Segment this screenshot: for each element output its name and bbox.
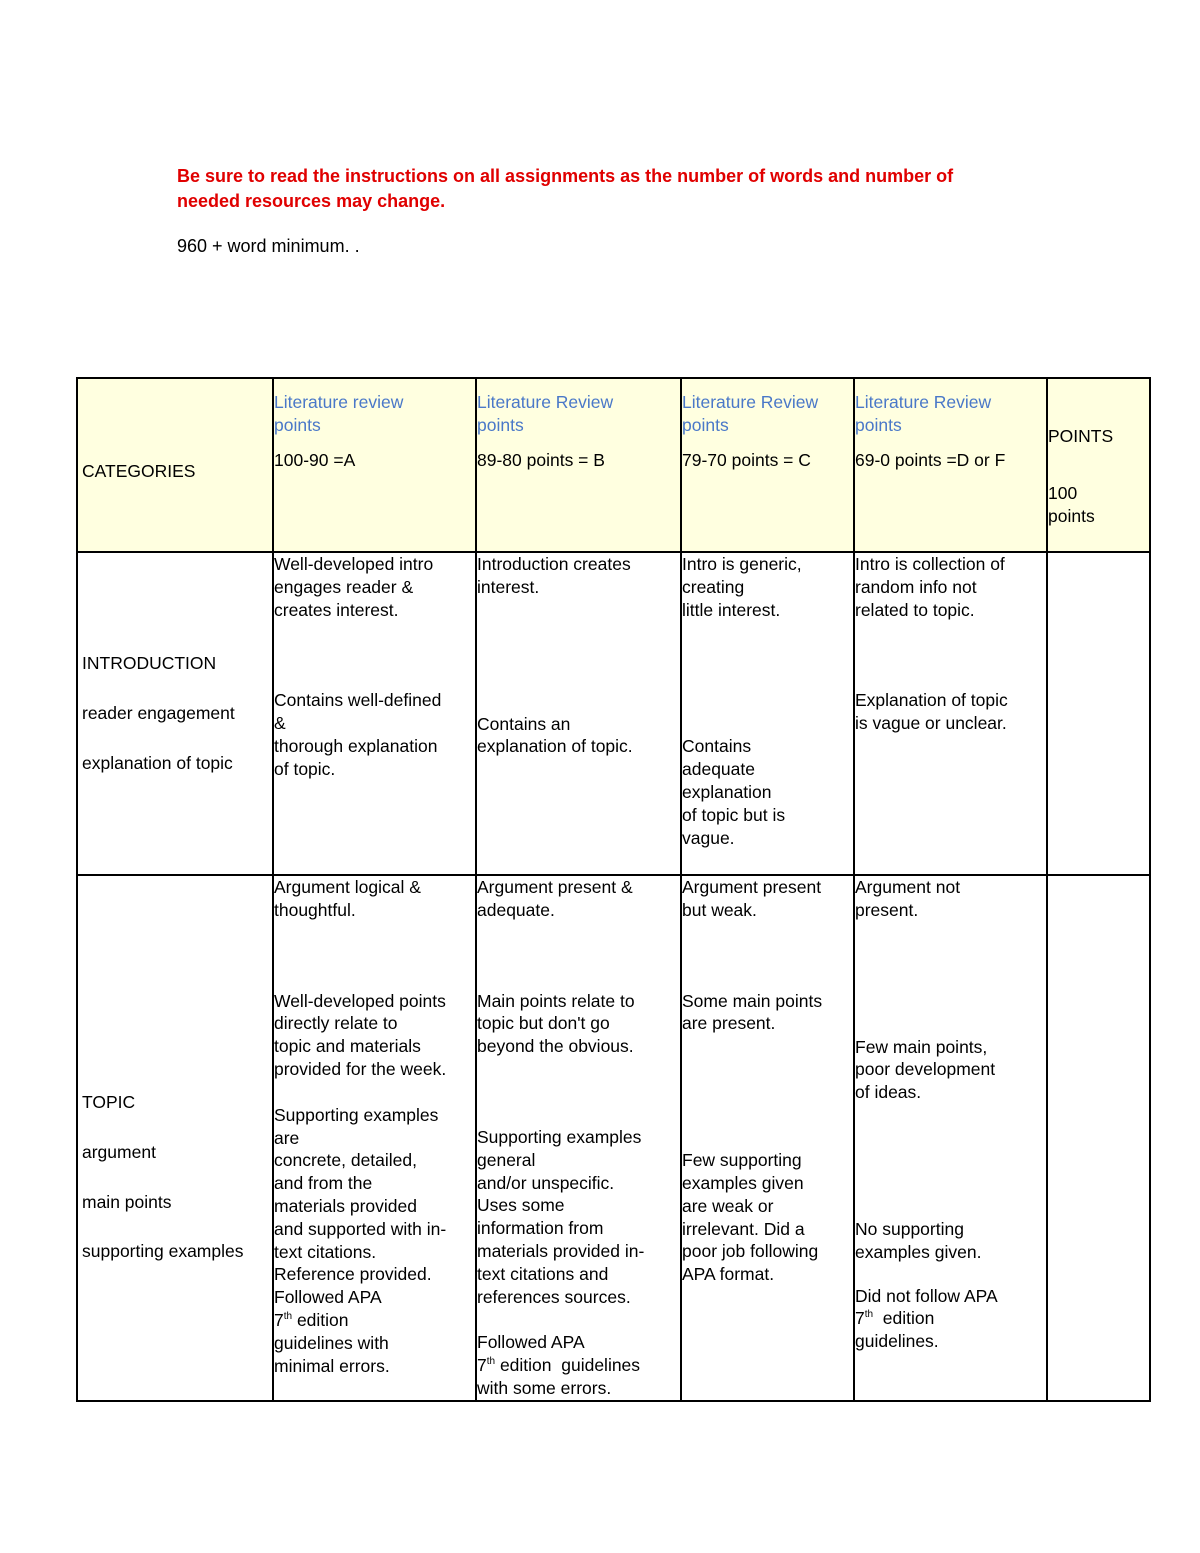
header-col-a-range: 100-90 =A [274,449,356,470]
intro-a-line: of topic. [274,758,336,779]
topic-a-line: Argument logical & [274,877,421,897]
intro-grade-b [476,552,681,875]
intro-a-line: & [274,713,286,734]
intro-grade-c [681,552,854,875]
intro-c-line: vague. [682,827,735,848]
topic-b-line: adequate. [477,899,555,920]
topic-c-line: but weak. [682,899,757,920]
header-col-d-sub: points [855,414,902,435]
intro-a-line: engages reader & [274,576,414,597]
topic-a-line: provided for the week. [274,1058,447,1079]
intro-a-line: creates interest. [274,599,399,620]
header-categories: CATEGORIES [82,460,196,481]
intro-d-line: related to topic. [855,599,975,620]
apa-number: 7 [477,1355,487,1376]
apa-ordinal: th [283,1311,293,1323]
topic-c-line: examples given [682,1172,804,1193]
topic-d-line: examples given. [855,1241,982,1262]
topic-category-sub2: main points [82,1191,172,1212]
intro-category-sub1: reader engagement [82,703,235,724]
rubric-header-row [77,378,1150,552]
apa-edition-text: edition [292,1309,349,1330]
topic-b-line: references sources. [477,1286,631,1307]
topic-b-line: Uses some [477,1195,565,1216]
intro-a-line: Well-developed intro [274,554,434,574]
topic-d-line: guidelines. [855,1331,939,1352]
topic-category-sub3: supporting examples [82,1241,244,1262]
intro-c-line: little interest. [682,599,781,620]
instruction-notice-line1: Be sure to read the instructions on all assignments as the number of words and number of [177,166,954,186]
topic-a-line: and supported with in- [274,1218,447,1239]
topic-b-line: information from [477,1218,604,1239]
topic-a-line: thoughtful. [274,899,356,920]
topic-a-line: topic and materials [274,1036,421,1057]
topic-a-line: text citations. [274,1241,377,1262]
topic-d-line: poor development [855,1059,996,1080]
topic-a-line: guidelines with [274,1332,389,1353]
instruction-notice-line2: needed resources may change. [177,191,446,211]
topic-b-apa-edition [477,1354,680,1377]
apa-number: 7 [274,1309,284,1330]
topic-b-line: materials provided in- [477,1240,645,1261]
intro-c-line: of topic but is [682,804,786,825]
apa-number: 7 [855,1308,865,1329]
topic-c-line: Some main points [682,990,823,1011]
header-col-d [854,378,1047,552]
topic-c-line: Argument present [682,877,822,897]
topic-b-line: and/or unspecific. [477,1172,615,1193]
header-points-unit: points [1048,505,1095,526]
rubric-table [76,377,1151,1402]
header-col-b-sub: points [477,414,524,435]
instruction-notice [177,164,1057,214]
intro-b-line: explanation of topic. [477,736,633,757]
apa-ordinal: th [864,1309,874,1321]
topic-c-line: poor job following [682,1241,819,1262]
topic-c-line: APA format. [682,1264,775,1285]
header-col-c-title: Literature Review [682,392,819,412]
topic-c-line: irrelevant. Did a [682,1218,805,1239]
intro-b-line: Introduction creates [477,554,631,574]
intro-b-line: interest. [477,576,540,597]
topic-a-line: directly relate to [274,1013,398,1034]
topic-c-line: are weak or [682,1195,774,1216]
topic-grade-c [681,875,854,1401]
intro-d-line: Explanation of topic [855,690,1008,711]
topic-grade-b [476,875,681,1401]
topic-c-line: Few supporting [682,1150,802,1171]
header-col-c [681,378,854,552]
header-categories-cell [77,378,273,552]
topic-d-line: present. [855,899,919,920]
header-col-c-sub: points [682,414,729,435]
topic-a-line: minimal errors. [274,1355,390,1376]
topic-a-line: Well-developed points [274,990,446,1011]
intro-c-line: explanation [682,781,772,802]
topic-c-line: are present. [682,1013,776,1034]
header-col-b-range: 89-80 points = B [477,449,605,470]
intro-d-line: Intro is collection of [855,554,1005,574]
intro-d-line: random info not [855,576,977,597]
topic-category-sub1: argument [82,1141,156,1162]
topic-a-line: and from the [274,1173,373,1194]
rubric-row-introduction [77,552,1150,875]
header-col-d-range: 69-0 points =D or F [855,449,1006,470]
topic-b-line: text citations and [477,1263,609,1284]
header-col-b-title: Literature Review [477,392,614,412]
header-points-label: POINTS [1048,426,1114,446]
topic-d-line: Did not follow APA [855,1285,998,1306]
topic-b-line: Main points relate to [477,990,635,1011]
header-col-a-title: Literature review [274,392,404,412]
intro-c-line: Intro is generic, [682,554,802,574]
topic-d-line: Argument not [855,877,961,897]
topic-a-line: materials provided [274,1195,417,1216]
header-col-a-sub: points [274,414,321,435]
intro-points-cell [1047,552,1150,875]
intro-category-title: INTRODUCTION [82,653,217,674]
topic-d-line: No supporting [855,1218,964,1239]
topic-points-cell [1047,875,1150,1401]
topic-category-title: TOPIC [82,1091,136,1112]
topic-b-line: Followed APA [477,1332,585,1353]
topic-a-line: are [274,1127,300,1148]
topic-a-line: Supporting examples [274,1104,439,1125]
intro-category-sub2: explanation of topic [82,752,233,773]
header-col-d-title: Literature Review [855,392,992,412]
topic-b-line: general [477,1149,536,1170]
intro-c-line: Contains [682,736,752,757]
topic-d-line: Few main points, [855,1036,988,1057]
topic-b-line: Supporting examples [477,1126,642,1147]
topic-b-line: with some errors. [477,1377,612,1398]
apa-edition-text: edition guidelines [495,1355,641,1376]
topic-b-line: beyond the obvious. [477,1036,634,1057]
topic-b-line: Argument present & [477,877,633,897]
topic-d-apa-edition [855,1307,1046,1330]
topic-category-cell [77,875,273,1401]
intro-d-line: is vague or unclear. [855,713,1007,734]
intro-category-cell [77,552,273,875]
intro-b-line: Contains an [477,713,571,734]
apa-ordinal: th [486,1356,496,1368]
topic-a-apa-edition [274,1309,475,1332]
word-minimum: 960 + word minimum. . [177,236,360,256]
topic-b-line: topic but don't go [477,1013,610,1034]
intro-a-line: Contains well-defined [274,690,442,711]
intro-c-line: adequate [682,759,755,780]
apa-edition-text: edition [873,1308,935,1329]
header-col-a [273,378,476,552]
header-col-b [476,378,681,552]
topic-a-line: concrete, detailed, [274,1150,418,1171]
header-points-value: 100 [1048,482,1078,503]
topic-grade-d [854,875,1047,1401]
rubric-row-topic [77,875,1150,1401]
topic-a-line: Followed APA [274,1287,382,1308]
header-col-c-range: 79-70 points = C [682,449,811,470]
topic-grade-a [273,875,476,1401]
header-points [1047,378,1150,552]
intro-c-line: creating [682,576,745,597]
intro-grade-a [273,552,476,875]
intro-a-line: thorough explanation [274,735,438,756]
topic-d-line: of ideas. [855,1082,922,1103]
intro-grade-d [854,552,1047,875]
topic-a-line: Reference provided. [274,1264,432,1285]
